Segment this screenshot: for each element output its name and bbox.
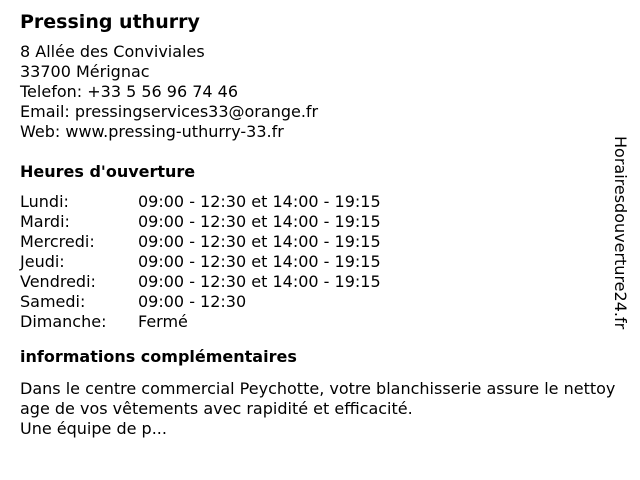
site-watermark bbox=[612, 136, 632, 376]
hours-time: 09:00 - 12:30 et 14:00 - 19:15 bbox=[138, 192, 381, 211]
hours-row bbox=[20, 232, 620, 252]
info-more-text: Une équipe de p... bbox=[20, 419, 167, 438]
business-name: Pressing uthurry bbox=[20, 11, 200, 33]
info-description bbox=[20, 379, 620, 439]
hours-time: 09:00 - 12:30 et 14:00 - 19:15 bbox=[138, 232, 381, 251]
hours-day: Mardi: bbox=[20, 212, 70, 231]
hours-row bbox=[20, 252, 620, 272]
hours-table bbox=[20, 192, 620, 332]
hours-time: 09:00 - 12:30 et 14:00 - 19:15 bbox=[138, 212, 381, 231]
info-heading: informations complémentaires bbox=[20, 347, 297, 366]
hours-day: Jeudi: bbox=[20, 252, 65, 271]
hours-heading: Heures d'ouverture bbox=[20, 162, 196, 181]
hours-day: Vendredi: bbox=[20, 272, 96, 291]
hours-day: Mercredi: bbox=[20, 232, 95, 251]
hours-row bbox=[20, 272, 620, 292]
hours-row bbox=[20, 192, 620, 212]
hours-day: Dimanche: bbox=[20, 312, 107, 331]
info-text: Dans le centre commercial Peychotte, votre blanchisserie assure le nettoyage de vos vêtements avec rapidité et efficacité. bbox=[20, 379, 616, 418]
hours-row bbox=[20, 312, 620, 332]
hours-row bbox=[20, 212, 620, 232]
hours-time: 09:00 - 12:30 et 14:00 - 19:15 bbox=[138, 252, 381, 271]
watermark-text: Horairesdouverture24.fr bbox=[611, 136, 630, 330]
business-card bbox=[20, 10, 620, 439]
website-text: Web: www.pressing-uthurry-33.fr bbox=[20, 122, 284, 141]
phone-text: Telefon: +33 5 56 96 74 46 bbox=[20, 82, 239, 101]
hours-row bbox=[20, 292, 620, 312]
hours-day: Lundi: bbox=[20, 192, 69, 211]
hours-time: Fermé bbox=[138, 312, 188, 331]
address-city: 33700 Mérignac bbox=[20, 62, 150, 81]
contact-block bbox=[20, 42, 620, 142]
hours-time: 09:00 - 12:30 bbox=[138, 292, 247, 311]
hours-day: Samedi: bbox=[20, 292, 86, 311]
address-street: 8 Allée des Conviviales bbox=[20, 42, 205, 61]
hours-time: 09:00 - 12:30 et 14:00 - 19:15 bbox=[138, 272, 381, 291]
email-text: Email: pressingservices33@orange.fr bbox=[20, 102, 319, 121]
